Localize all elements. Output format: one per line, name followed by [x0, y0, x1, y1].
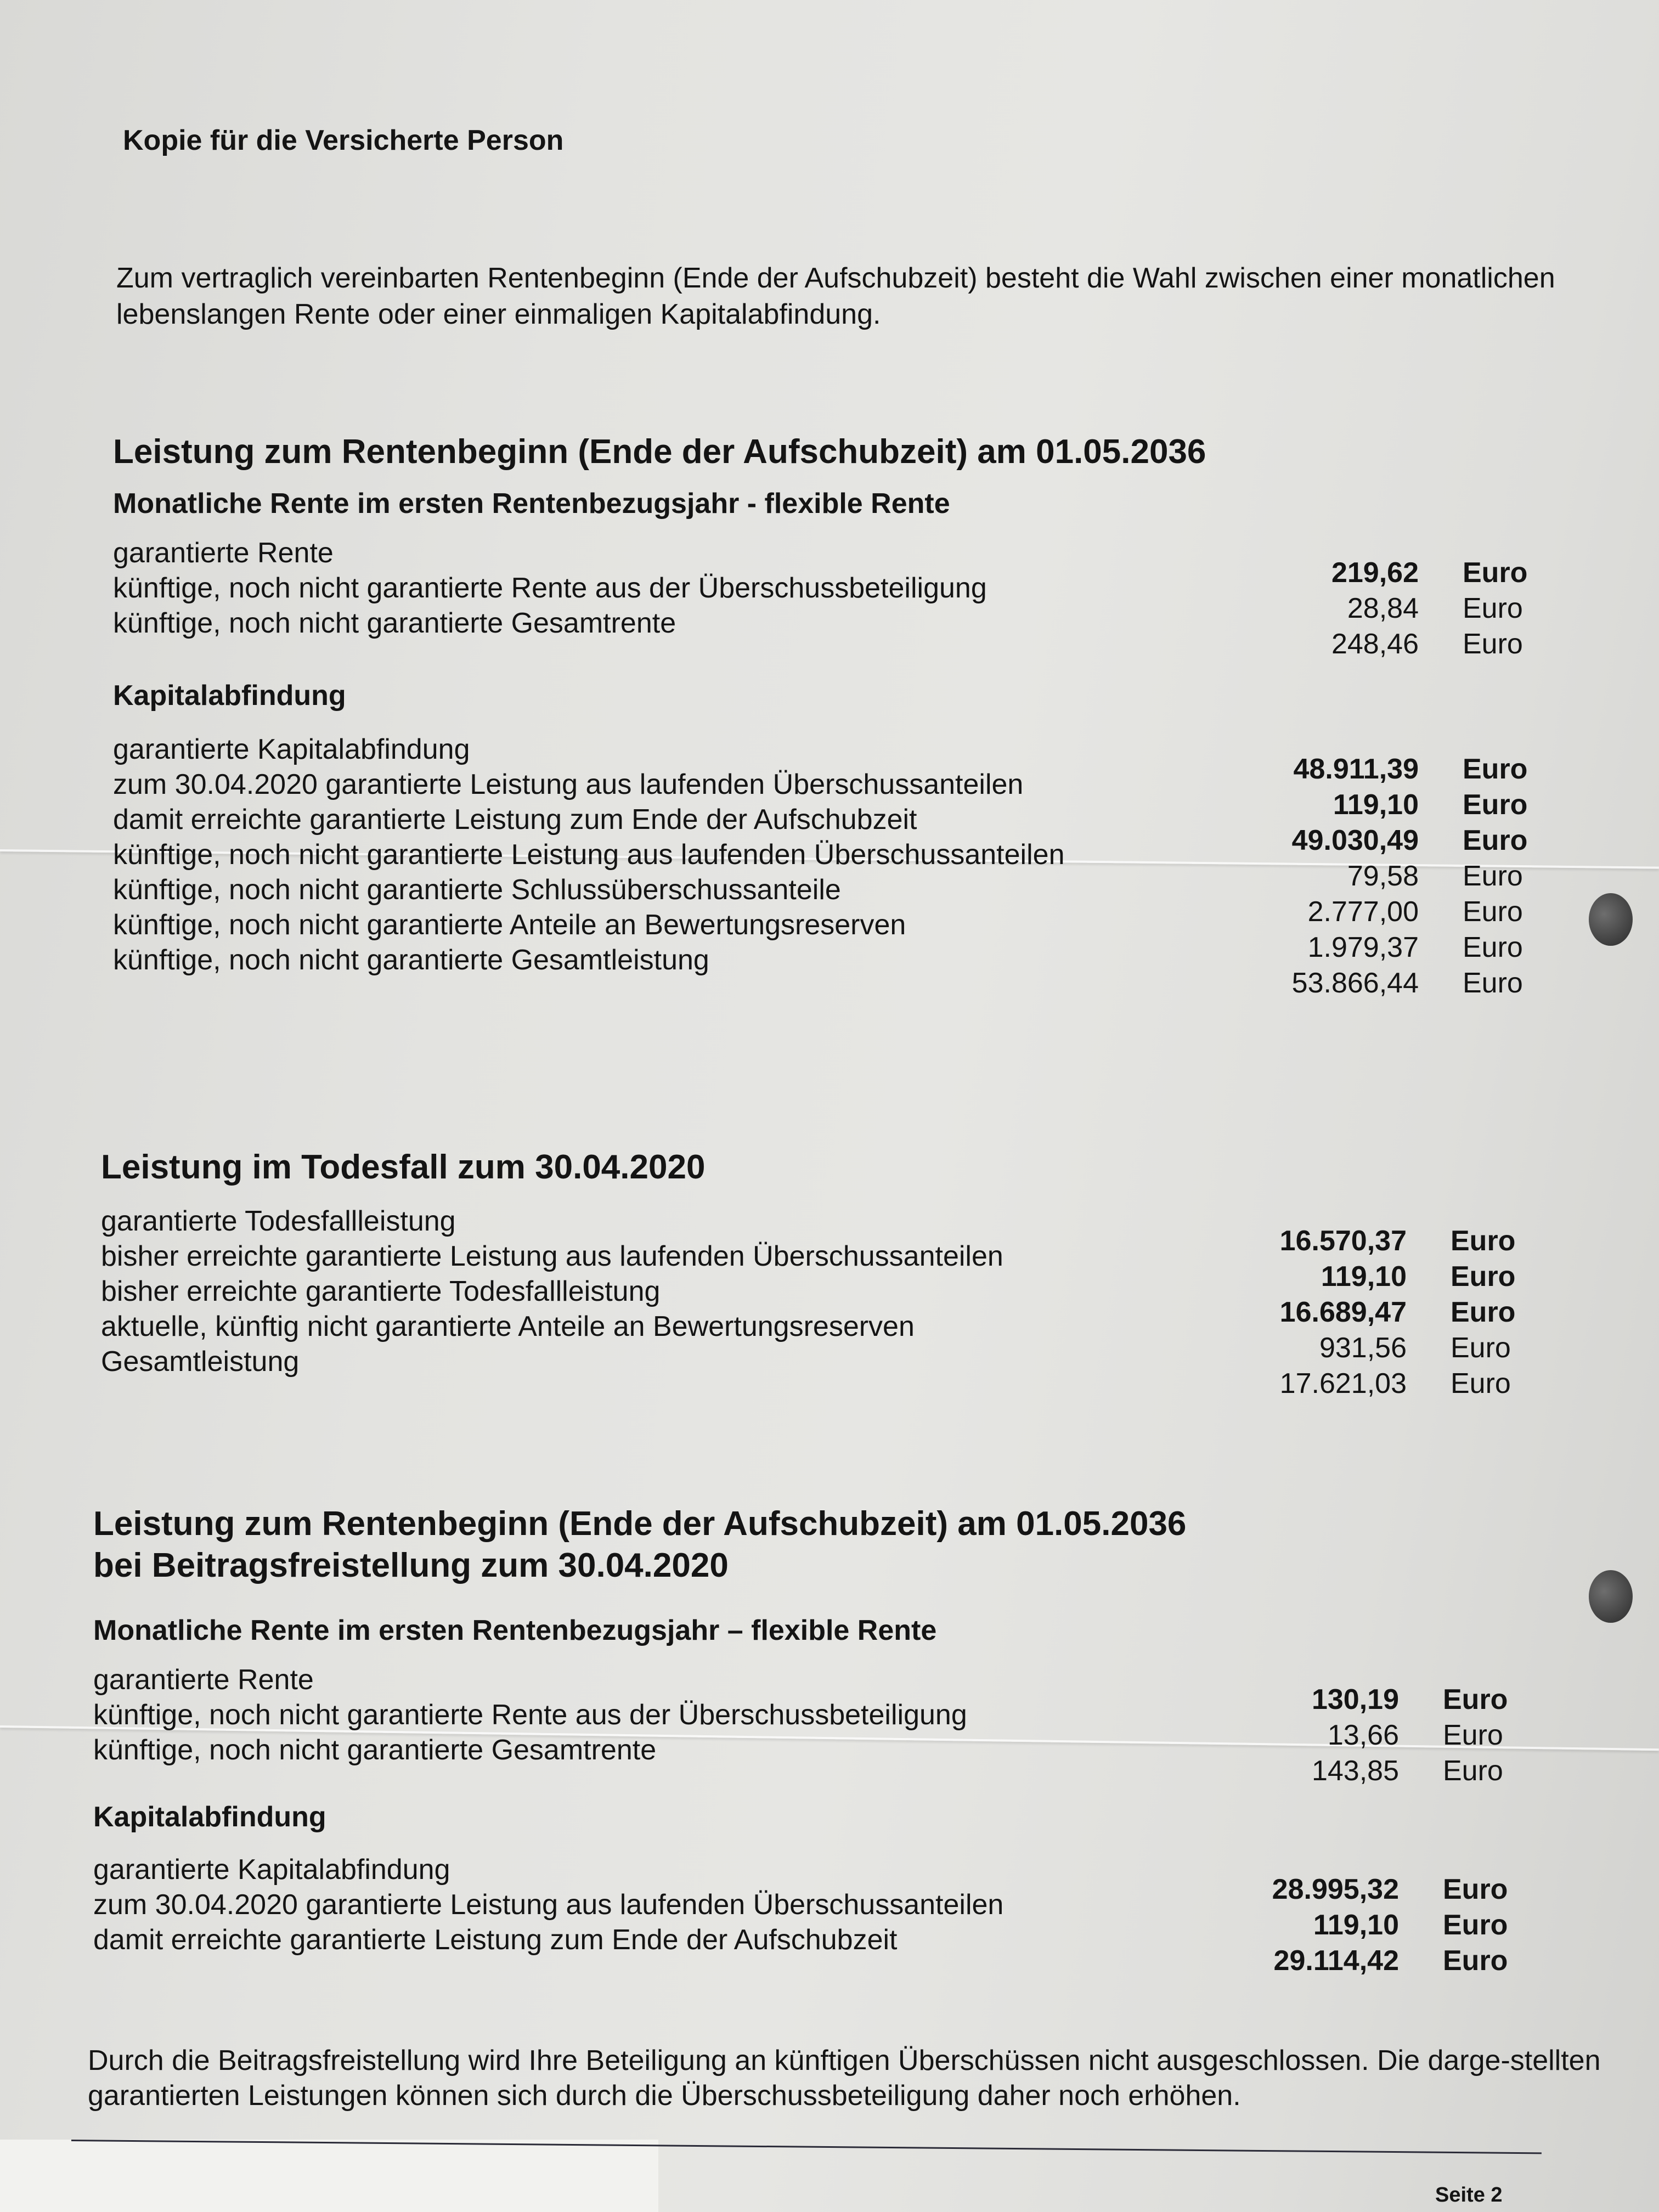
footnote-text: Durch die Beitragsfreistellung wird Ihre Beteiligung an künftigen Überschüssen nicht ausgeschlossen. Die darge-stellten garantierten Leistungen können sich durch die Überschussbeteiligung daher noch erhöhen.	[88, 2045, 1601, 2112]
row-label: bisher erreichte garantierte Todesfallleistung	[101, 1276, 661, 1307]
currency: Euro	[1443, 1719, 1503, 1751]
currency: Euro	[1443, 1755, 1503, 1787]
row-label: künftige, noch nicht garantierte Rente aus der Überschussbeteiligung	[113, 572, 987, 604]
row-label: zum 30.04.2020 garantierte Leistung aus laufenden Überschussanteilen	[113, 769, 1024, 800]
currency: Euro	[1463, 592, 1523, 624]
value-row	[1234, 1908, 1508, 1943]
row-label: damit erreichte garantierte Leistung zum Ende der Aufschubzeit	[113, 804, 917, 836]
section-title-line1: Leistung zum Rentenbeginn (Ende der Aufschubzeit) am 01.05.2036	[93, 1505, 1187, 1543]
amount: 2.777,00	[1307, 896, 1419, 928]
amount: 119,10	[1333, 789, 1419, 821]
value-row	[1234, 1872, 1508, 1908]
row-values	[1254, 752, 1527, 1001]
currency: Euro	[1463, 860, 1523, 892]
currency: Euro	[1463, 557, 1528, 589]
currency: Euro	[1463, 967, 1523, 999]
rente-table	[93, 1662, 1564, 1788]
amount: 143,85	[1311, 1755, 1399, 1787]
row-label: künftige, noch nicht garantierte Anteile an Bewertungsreserven	[113, 909, 906, 941]
value-row	[1234, 1943, 1508, 1979]
row-label: garantierte Rente	[93, 1664, 314, 1696]
value-row	[1254, 591, 1527, 627]
value-row	[1254, 627, 1527, 662]
kapital-table	[93, 1852, 1564, 1978]
section-todesfall	[101, 1147, 1571, 1401]
amount: 17.621,03	[1279, 1368, 1407, 1400]
section-title: Leistung zum Rentenbeginn (Ende der Aufschubzeit) am 01.05.2036	[113, 433, 1206, 471]
amount: 931,56	[1319, 1332, 1407, 1364]
currency: Euro	[1443, 1874, 1508, 1905]
row-label: künftige, noch nicht garantierte Gesamtrente	[93, 1734, 657, 1766]
row-label: bisher erreichte garantierte Leistung aus laufenden Überschussanteilen	[101, 1240, 1003, 1272]
value-row	[1242, 1259, 1515, 1295]
value-row	[1242, 1223, 1515, 1259]
row-label: garantierte Kapitalabfindung	[93, 1854, 450, 1886]
amount: 29.114,42	[1273, 1945, 1399, 1977]
value-row	[1254, 823, 1527, 859]
row-labels	[93, 1852, 1003, 1957]
section-title: Leistung im Todesfall zum 30.04.2020	[101, 1148, 706, 1186]
rente-table	[113, 535, 1583, 662]
row-label: damit erreichte garantierte Leistung zum Ende der Aufschubzeit	[93, 1924, 898, 1956]
currency: Euro	[1451, 1332, 1511, 1364]
row-label: aktuelle, künftig nicht garantierte Anteile an Bewertungsreserven	[101, 1311, 915, 1342]
row-values	[1242, 1223, 1515, 1402]
section-beitragsfreistellung	[93, 1503, 1564, 1978]
value-row	[1234, 1753, 1508, 1789]
amount: 79,58	[1347, 860, 1419, 892]
amount: 53.866,44	[1291, 967, 1419, 999]
currency: Euro	[1451, 1225, 1516, 1257]
row-values	[1234, 1872, 1508, 1979]
amount: 119,10	[1313, 1909, 1399, 1941]
subsection-title: Kapitalabfindung	[113, 680, 346, 712]
amount: 130,19	[1311, 1684, 1399, 1716]
todesfall-table	[101, 1204, 1571, 1401]
subsection-title: Kapitalabfindung	[93, 1801, 326, 1833]
row-label: künftige, noch nicht garantierte Leistung aus laufenden Überschussanteilen	[113, 839, 1065, 871]
amount: 119,10	[1321, 1261, 1407, 1293]
row-labels	[93, 1662, 967, 1768]
amount: 16.689,47	[1279, 1296, 1407, 1328]
intro-text: Zum vertraglich vereinbarten Rentenbeginn (Ende der Aufschubzeit) besteht die Wahl zwischen einer monatlichen lebenslangen Rente oder einer einmaligen Kapitalabfindung.	[116, 262, 1555, 330]
currency: Euro	[1463, 896, 1523, 928]
row-label: künftige, noch nicht garantierte Gesamtleistung	[113, 944, 709, 976]
currency: Euro	[1443, 1684, 1508, 1716]
currency: Euro	[1451, 1261, 1516, 1293]
currency: Euro	[1463, 753, 1528, 785]
value-row	[1234, 1682, 1508, 1718]
row-values	[1254, 555, 1527, 662]
amount: 219,62	[1331, 557, 1419, 589]
section-rentenbeginn	[113, 431, 1583, 999]
subsection-title: Monatliche Rente im ersten Rentenbezugsjahr – flexible Rente	[93, 1615, 937, 1646]
amount: 49.030,49	[1291, 825, 1419, 856]
value-row	[1242, 1366, 1515, 1402]
row-label: garantierte Todesfallleistung	[101, 1205, 456, 1237]
row-labels	[101, 1204, 1003, 1379]
underlying-paper	[0, 2140, 658, 2212]
currency: Euro	[1463, 932, 1523, 963]
amount: 28.995,32	[1272, 1874, 1399, 1905]
currency: Euro	[1463, 825, 1528, 856]
punch-hole	[1589, 1570, 1633, 1623]
row-label: künftige, noch nicht garantierte Rente aus der Überschussbeteiligung	[93, 1699, 967, 1731]
value-row	[1254, 930, 1527, 966]
currency: Euro	[1463, 628, 1523, 660]
value-row	[1254, 787, 1527, 823]
value-row	[1254, 555, 1527, 591]
row-values	[1234, 1682, 1508, 1789]
currency: Euro	[1451, 1296, 1516, 1328]
amount: 1.979,37	[1307, 932, 1419, 963]
amount: 48.911,39	[1293, 753, 1419, 785]
amount: 16.570,37	[1279, 1225, 1407, 1257]
value-row	[1242, 1330, 1515, 1366]
subsection-title: Monatliche Rente im ersten Rentenbezugsjahr - flexible Rente	[113, 488, 950, 520]
section-title-line2: bei Beitragsfreistellung zum 30.04.2020	[93, 1547, 729, 1584]
row-label: garantierte Rente	[113, 537, 334, 569]
row-labels	[113, 535, 987, 641]
value-row	[1254, 752, 1527, 787]
value-row	[1254, 859, 1527, 894]
amount: 13,66	[1327, 1719, 1399, 1751]
row-label: künftige, noch nicht garantierte Gesamtrente	[113, 607, 676, 639]
punch-hole	[1589, 893, 1633, 946]
currency: Euro	[1451, 1368, 1511, 1400]
currency: Euro	[1443, 1945, 1508, 1977]
currency: Euro	[1443, 1909, 1508, 1941]
value-row	[1242, 1295, 1515, 1330]
amount: 28,84	[1347, 592, 1419, 624]
row-label: Gesamtleistung	[101, 1346, 300, 1378]
row-labels	[113, 732, 1064, 978]
row-label: garantierte Kapitalabfindung	[113, 733, 470, 765]
row-label: künftige, noch nicht garantierte Schlussüberschussanteile	[113, 874, 841, 906]
row-label: zum 30.04.2020 garantierte Leistung aus laufenden Überschussanteilen	[93, 1889, 1004, 1921]
page-number: Seite 2	[1435, 2183, 1503, 2207]
value-row	[1254, 894, 1527, 930]
value-row	[1254, 966, 1527, 1001]
amount: 248,46	[1331, 628, 1419, 660]
copy-label: Kopie für die Versicherte Person	[123, 125, 564, 156]
value-row	[1234, 1718, 1508, 1753]
currency: Euro	[1463, 789, 1528, 821]
kapital-table	[113, 732, 1583, 999]
